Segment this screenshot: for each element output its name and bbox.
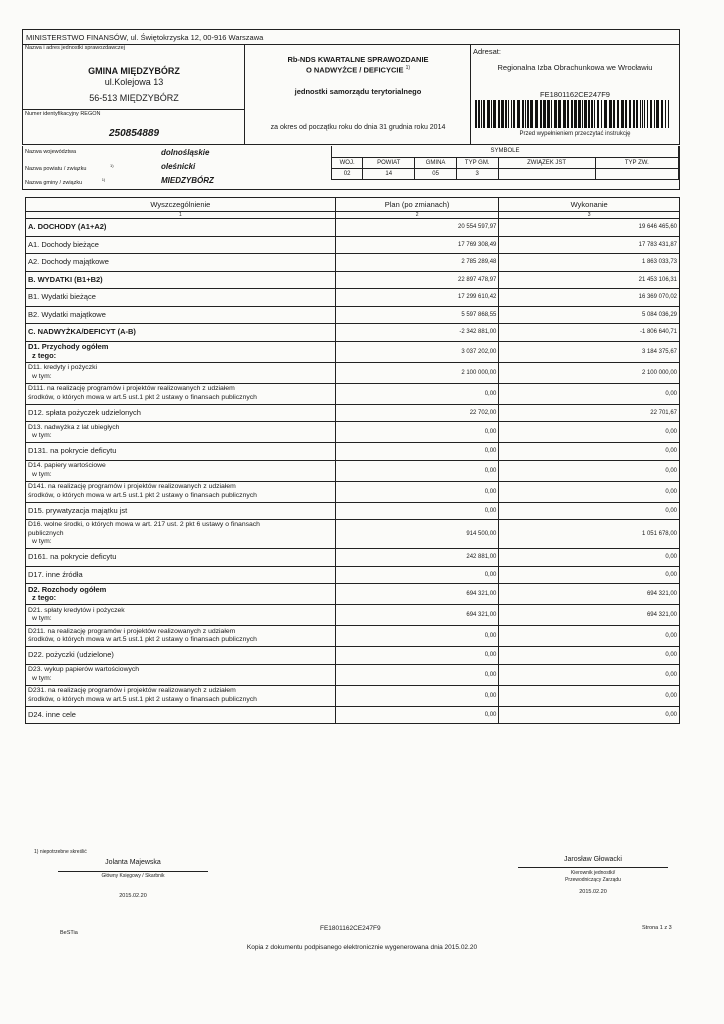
barcode-bar [661,100,663,128]
symbol-header: GMINA [415,157,457,168]
execution-value: 21 453 106,31 [499,271,680,289]
row-label [26,664,336,685]
row-label-line: środków, o których mowa w art.5 ust.1 pkt 2 ustawy o finansach publicznych [28,393,257,401]
row-label-line: B. WYDATKI (B1+B2) [28,274,103,284]
plan-value: 694 321,00 [335,584,499,605]
barcode-bar [475,100,477,128]
plan-value: 22 702,00 [335,404,499,422]
execution-value: 0,00 [499,383,680,404]
barcode-bar [629,100,631,128]
unit-section [23,44,245,144]
execution-value: 16 369 070,02 [499,289,680,307]
doc-code-top: FE1801162CE247F9 [540,90,610,99]
execution-value: 1 051 678,00 [499,520,680,549]
plan-value: 0,00 [335,685,499,706]
execution-value: 0,00 [499,626,680,647]
barcode-bar [601,100,602,128]
row-label-line: D21. spłaty kredytów i pożyczek [28,606,125,614]
addressee-label: Adresat: [473,47,501,56]
row-label [26,289,336,307]
row-label-line: A. DOCHODY (A1+A2) [28,222,107,231]
barcode-bar [640,100,641,128]
plan-value: 2 785 289,48 [335,254,499,272]
table-row [26,566,680,584]
col-header-description: Wyszczególnienie [26,198,336,212]
row-label-line: środków, o których mowa w art.5 ust.1 pkt 2 ustawy o finansach publicznych [28,636,257,643]
row-label-line: w tym: [32,432,52,439]
col-number-3: 3 [499,212,680,219]
row-label-line: D11. kredyty i pożyczki [28,364,97,371]
execution-value: 0,00 [499,685,680,706]
regon-label: Numer identyfikacyjny REGON [25,111,101,117]
execution-value: 5 084 036,29 [499,306,680,324]
row-label-line: w tym: [32,674,52,682]
execution-value: 22 701,67 [499,404,680,422]
row-label [26,685,336,706]
addressee-name: Regionalna Izba Obrachunkowa we Wrocławiu [497,63,653,72]
barcode-bar [584,100,587,128]
table-row [26,626,680,647]
barcode-bar [665,100,666,128]
plan-value: 0,00 [335,481,499,502]
barcode-bar [588,100,590,128]
barcode-bar [540,100,542,128]
plan-value: 17 769 308,49 [335,236,499,254]
manager-name: Jarosław Głowacki [564,856,622,863]
row-label-line: D131. na pokrycie deficytu [28,446,117,455]
manager-role-1: Kierownik jednostki/ [570,870,616,876]
barcode-bar [535,100,538,128]
barcode-bar [647,100,648,128]
table-row [26,341,680,362]
execution-value: 0,00 [499,502,680,520]
powiat-label: Nazwa powiatu / związku [25,165,87,172]
execution-value: 694 321,00 [499,605,680,626]
row-label [26,236,336,254]
execution-value: 0,00 [499,549,680,567]
row-label [26,324,336,342]
barcode-bar [558,100,561,128]
barcode-bar [505,100,507,128]
barcode-bar [481,100,482,128]
unit-street: ul.Kolejowa 13 [104,77,164,87]
row-label [26,383,336,404]
row-label [26,460,336,481]
manager-date: 2015.02.20 [579,889,607,895]
doc-code-bottom: FE1801162CE247F9 [320,925,381,932]
row-label [26,647,336,665]
row-label-line: w tym: [32,615,52,622]
powiat-sup: 1) [109,163,114,168]
table-row [26,664,680,685]
table-row [26,404,680,422]
plan-value: 17 299 610,42 [335,289,499,307]
symbol-header: TYP ZW. [595,157,678,168]
row-label [26,443,336,461]
table-row [26,271,680,289]
report-subtitle: jednostki samorządu terytorialnego [294,87,422,96]
barcode-bar [498,100,500,128]
barcode-bar [650,100,652,128]
row-label [26,362,336,383]
row-label [26,219,336,237]
barcode-bar [563,100,566,128]
barcode-bar [578,100,581,128]
table-row [26,254,680,272]
execution-value: 0,00 [499,664,680,685]
report-title-line2 [245,65,471,75]
unit-city: 56-513 MIĘDZYBÓRZ [89,93,179,103]
plan-value: 5 597 868,55 [335,306,499,324]
gmina-value: MIEDZYBÓRZ [161,176,214,185]
barcode-bar [487,100,490,128]
col-number-2: 2 [335,212,499,219]
gmina-label-row [25,177,106,186]
plan-value: 0,00 [335,664,499,685]
plan-value: 0,00 [335,566,499,584]
plan-value: 22 897 478,97 [335,271,499,289]
barcode-bar [551,100,552,128]
region-section [22,146,680,190]
symbol-value [595,168,678,179]
table-row [26,289,680,307]
execution-value: 0,00 [499,481,680,502]
row-label [26,422,336,443]
unit-label: Nazwa i adres jednostki sprawozdawczej [25,45,125,51]
execution-value: 3 184 375,67 [499,341,680,362]
row-label [26,605,336,626]
row-label [26,271,336,289]
execution-value: 0,00 [499,566,680,584]
barcode-bar [525,100,526,128]
row-label-line: w tym: [32,372,52,380]
table-row [26,306,680,324]
plan-value: 0,00 [335,706,499,724]
row-label [26,549,336,567]
barcode-bar [567,100,569,128]
row-label-line: D17. inne źródła [28,569,83,579]
row-label-line: D2. Rozchody ogółem [28,584,107,594]
symbol-value: 02 [332,168,363,179]
row-label [26,584,336,605]
wojewodztwo-value: dolnośląskie [161,148,210,157]
powiat-value: oleśnicki [161,162,196,171]
page-number: Strona 1 z 3 [642,925,672,931]
row-label-line: D13. nadwyżka z lat ubiegłych [28,423,120,431]
symbol-header: TYP GM. [456,157,498,168]
row-label-line: D161. na pokrycie deficytu [28,552,117,561]
row-label-line: C. NADWYŻKA/DEFICYT (A-B) [28,327,136,336]
barcode-bar [591,100,593,128]
barcode-bar [609,100,612,128]
barcode-bar [508,100,509,128]
plan-value: -2 342 881,00 [335,324,499,342]
instruction-note: Przed wypełnieniem przeczytać instrukcję [519,131,631,137]
unit-name: GMINA MIĘDZYBÓRZ [88,66,180,76]
barcode-bar [491,100,492,128]
row-label [26,626,336,647]
execution-value: 0,00 [499,422,680,443]
row-label-line: w tym: [32,470,52,478]
barcode-bar [547,100,550,128]
row-label-line: D12. spłata pożyczek udzielonych [28,407,141,417]
barcode-bar [604,100,607,128]
accountant-name: Jolanta Majewska [105,859,161,866]
barcode-bar [574,100,577,128]
barcode-bar [668,100,669,128]
row-label-line: B2. Wydatki majątkowe [28,309,106,319]
symbol-header: ZWIĄZEK JST [498,157,595,168]
barcode-bar [517,100,520,128]
barcode-bar [633,100,635,128]
table-row [26,706,680,724]
footnote: 1) niepotrzebne skreślić [34,849,87,855]
row-label-line: D111. na realizację programów i projektów realizowanych z udziałem [28,385,235,392]
row-label [26,706,336,724]
row-label-line: D231. na realizację programów i projektów realizowanych z udziałem [28,687,236,694]
table-row [26,383,680,404]
barcode-bar [642,100,643,128]
execution-value: 1 863 033,73 [499,254,680,272]
row-label-line: D16. wolne środki, o których mowa w art. 217 ust. 2 pkt 6 ustawy o finansach [28,521,260,529]
table-row [26,584,680,605]
execution-value: -1 806 640,71 [499,324,680,342]
row-label-line: D1. Przychody ogółem [28,342,109,351]
row-label-line: D14. papiery wartościowe [28,462,106,469]
row-label-line: A2. Dochody majątkowe [28,257,109,266]
manager-role-2: Przewodniczący Zarządu [565,877,621,883]
symbols-title: SYMBOLE [332,146,679,157]
plan-value: 694 321,00 [335,605,499,626]
plan-value: 0,00 [335,460,499,481]
barcode-bar [513,100,515,128]
plan-value: 0,00 [335,502,499,520]
row-label-line: D22. pożyczki (udzielone) [28,650,114,659]
symbol-header: WOJ. [332,157,363,168]
plan-value: 242 881,00 [335,549,499,567]
plan-value: 0,00 [335,647,499,665]
row-label [26,481,336,502]
row-label-line: środków, o których mowa w art.5 ust.1 pkt 2 ustawy o finansach publicznych [28,491,257,499]
barcode-bar [511,100,512,128]
barcode-icon [475,100,675,128]
barcode-bar [644,100,645,128]
symbols-table [331,146,679,180]
gmina-sup: 1) [101,177,106,182]
software-name: BeSTia [60,930,78,936]
symbol-value [498,168,595,179]
barcode-bar [617,100,619,128]
execution-value: 2 100 000,00 [499,362,680,383]
barcode-bar [625,100,627,128]
addressee-section [471,44,679,144]
row-label-line: środków, o których mowa w art.5 ust.1 pkt 2 ustawy o finansach publicznych [28,695,257,703]
execution-value: 694 321,00 [499,584,680,605]
plan-value: 20 554 597,97 [335,219,499,237]
barcode-bar [530,100,533,128]
row-label-line: D15. prywatyzacja majątku jst [28,505,128,515]
barcode-bar [571,100,573,128]
barcode-bar [582,100,583,128]
table-row [26,520,680,549]
row-label [26,341,336,362]
row-label-line: z tego: [32,350,57,360]
barcode-bar [597,100,599,128]
row-label-line: A1. Dochody bieżące [28,239,99,249]
barcode-bar [654,100,655,128]
barcode-bar [483,100,485,128]
row-label-line: D24. inne cele [28,709,76,719]
barcode-bar [493,100,496,128]
row-label-line: w tym: [32,538,52,546]
row-label-line: D23. wykup papierów wartościowych [28,666,140,673]
table-row [26,422,680,443]
row-label [26,306,336,324]
row-label [26,502,336,520]
barcode-bar [594,100,595,128]
execution-value: 19 646 465,60 [499,219,680,237]
table-row [26,605,680,626]
symbol-value: 3 [456,168,498,179]
barcode-bar [613,100,615,128]
symbol-value: 14 [363,168,415,179]
row-label-line: D211. na realizację programów i projektów realizowanych z udziałem [28,627,236,635]
barcode-bar [522,100,524,128]
wojewodztwo-label: Nazwa województwa [25,149,77,155]
plan-value: 0,00 [335,383,499,404]
report-header [22,44,680,145]
table-row [26,443,680,461]
barcode-bar [501,100,504,128]
row-label-line: B1. Wydatki bieżące [28,292,96,301]
table-row [26,685,680,706]
col-header-execution: Wykonanie [499,198,680,212]
accountant-role: Główny Księgowy / Skarbnik [101,873,165,879]
row-label [26,566,336,584]
barcode-bar [543,100,546,128]
row-label-line: D141. na realizację programów i projektów realizowanych z udziałem [28,483,236,490]
report-period: za okres od początku roku do dnia 31 grudnia roku 2014 [270,124,446,131]
barcode-bar [656,100,659,128]
row-label-line: publicznych [28,529,64,537]
table-row [26,549,680,567]
table-row [26,460,680,481]
powiat-label-row [25,163,114,172]
table-row [26,236,680,254]
report-title-text: O NADWYŻCE / DEFICYCIE [305,65,404,75]
row-label-line: z tego: [32,593,57,602]
table-row [26,324,680,342]
col-header-plan: Plan (po zmianach) [335,198,499,212]
row-label [26,404,336,422]
barcode-bar [478,100,480,128]
table-row [26,362,680,383]
plan-value: 3 037 202,00 [335,341,499,362]
execution-value: 0,00 [499,706,680,724]
plan-value: 0,00 [335,422,499,443]
execution-value: 0,00 [499,443,680,461]
table-row [26,647,680,665]
table-row [26,481,680,502]
barcode-bar [621,100,624,128]
financial-table [25,197,680,724]
copy-note: Kopia z dokumentu podpisanego elektronicznie wygenerowana dnia 2015.02.20 [246,944,478,951]
table-row [26,219,680,237]
accountant-date: 2015.02.20 [119,893,147,899]
plan-value: 914 500,00 [335,520,499,549]
row-label [26,520,336,549]
report-title-sup: 1) [405,65,411,71]
report-title-line1: Rb-NDS KWARTALNE SPRAWOZDANIE [287,55,429,64]
table-row [26,502,680,520]
execution-value: 0,00 [499,460,680,481]
execution-value: 17 783 431,87 [499,236,680,254]
barcode-bar [554,100,557,128]
plan-value: 2 100 000,00 [335,362,499,383]
plan-value: 0,00 [335,443,499,461]
row-label [26,254,336,272]
title-section [245,44,471,144]
regon-value: 250854889 [108,128,160,139]
ministry-header: MINISTERSTWO FINANSÓW, ul. Świętokrzyska 12, 00-916 Warszawa [22,29,680,45]
gmina-label: Nazwa gminy / związku [25,179,83,186]
symbol-header: POWIAT [363,157,415,168]
barcode-bar [636,100,638,128]
col-number-1: 1 [26,212,336,219]
execution-value: 0,00 [499,647,680,665]
barcode-bar [527,100,529,128]
symbol-value: 05 [415,168,457,179]
plan-value: 0,00 [335,626,499,647]
